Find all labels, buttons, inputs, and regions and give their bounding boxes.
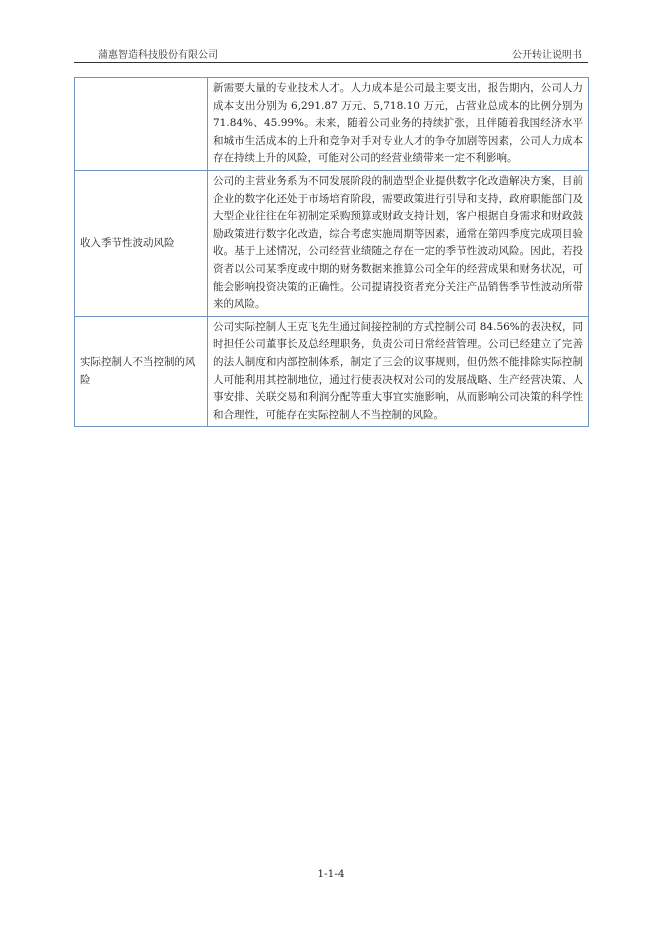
risk-name-cell: 实际控制人不当控制的风险 (75, 316, 208, 427)
table-row (75, 316, 589, 427)
company-name: 蒲惠智造科技股份有限公司 (98, 50, 218, 61)
risk-content-cell: 公司的主营业务系为不同发展阶段的制造型企业提供数字化改造解决方案，目前企业的数字化还处于市场培育阶段，需要政策进行引导和支持，政府职能部门及大型企业往往在年初制定采购预算或财政支持计划，客户根据自身需求和财政鼓励政策进行数字化改造，综合考虑实施周期等因素，通常在第四季度完成项目验收。基于上述情况，公司经营业绩随之存在一定的季节性波动风险。因此，若投资者以公司某季度或中期的财务数据来推算公司全年的经营成果和财务状况，可能会影响投资决策的正确性。公司提请投资者充分关注产品销售季节性波动所带来的风险。 (208, 170, 589, 316)
risk-table (74, 77, 589, 427)
risk-content-cell: 新需要大量的专业技术人才。人力成本是公司最主要支出，报告期内，公司人力成本支出分别为 6,291.87 万元、5,718.10 万元，占营业总成本的比例分别为 71.84%、45.99%。未来，随着公司业务的持续扩张，且伴随着我国经济水平和城市生活成本的上升和竞争对手对专业人才的争夺加剧等因素，公司人力成本存在持续上升的风险，可能对公司的经营业绩带来一定不利影响。 (208, 78, 589, 171)
table-row (75, 170, 589, 316)
table-row (75, 78, 589, 171)
page-number: 1-1-4 (317, 868, 345, 880)
risk-content-cell: 公司实际控制人王克飞先生通过间接控制的方式控制公司 84.56%的表决权，同时担任公司董事长及总经理职务，负责公司日常经营管理。公司已经建立了完善的法人制度和内部控制体系，制定了三会的议事规则，但仍然不能排除实际控制人可能利用其控制地位，通过行使表决权对公司的发展战略、生产经营决策、人事安排、关联交易和利润分配等重大事宜实施影响，从而影响公司决策的科学性和合理性，可能存在实际控制人不当控制的风险。 (208, 316, 589, 427)
page-header (74, 44, 588, 63)
risk-name-cell: 收入季节性波动风险 (75, 170, 208, 316)
risk-name-cell (75, 78, 208, 171)
document-title: 公开转让说明书 (512, 50, 582, 61)
